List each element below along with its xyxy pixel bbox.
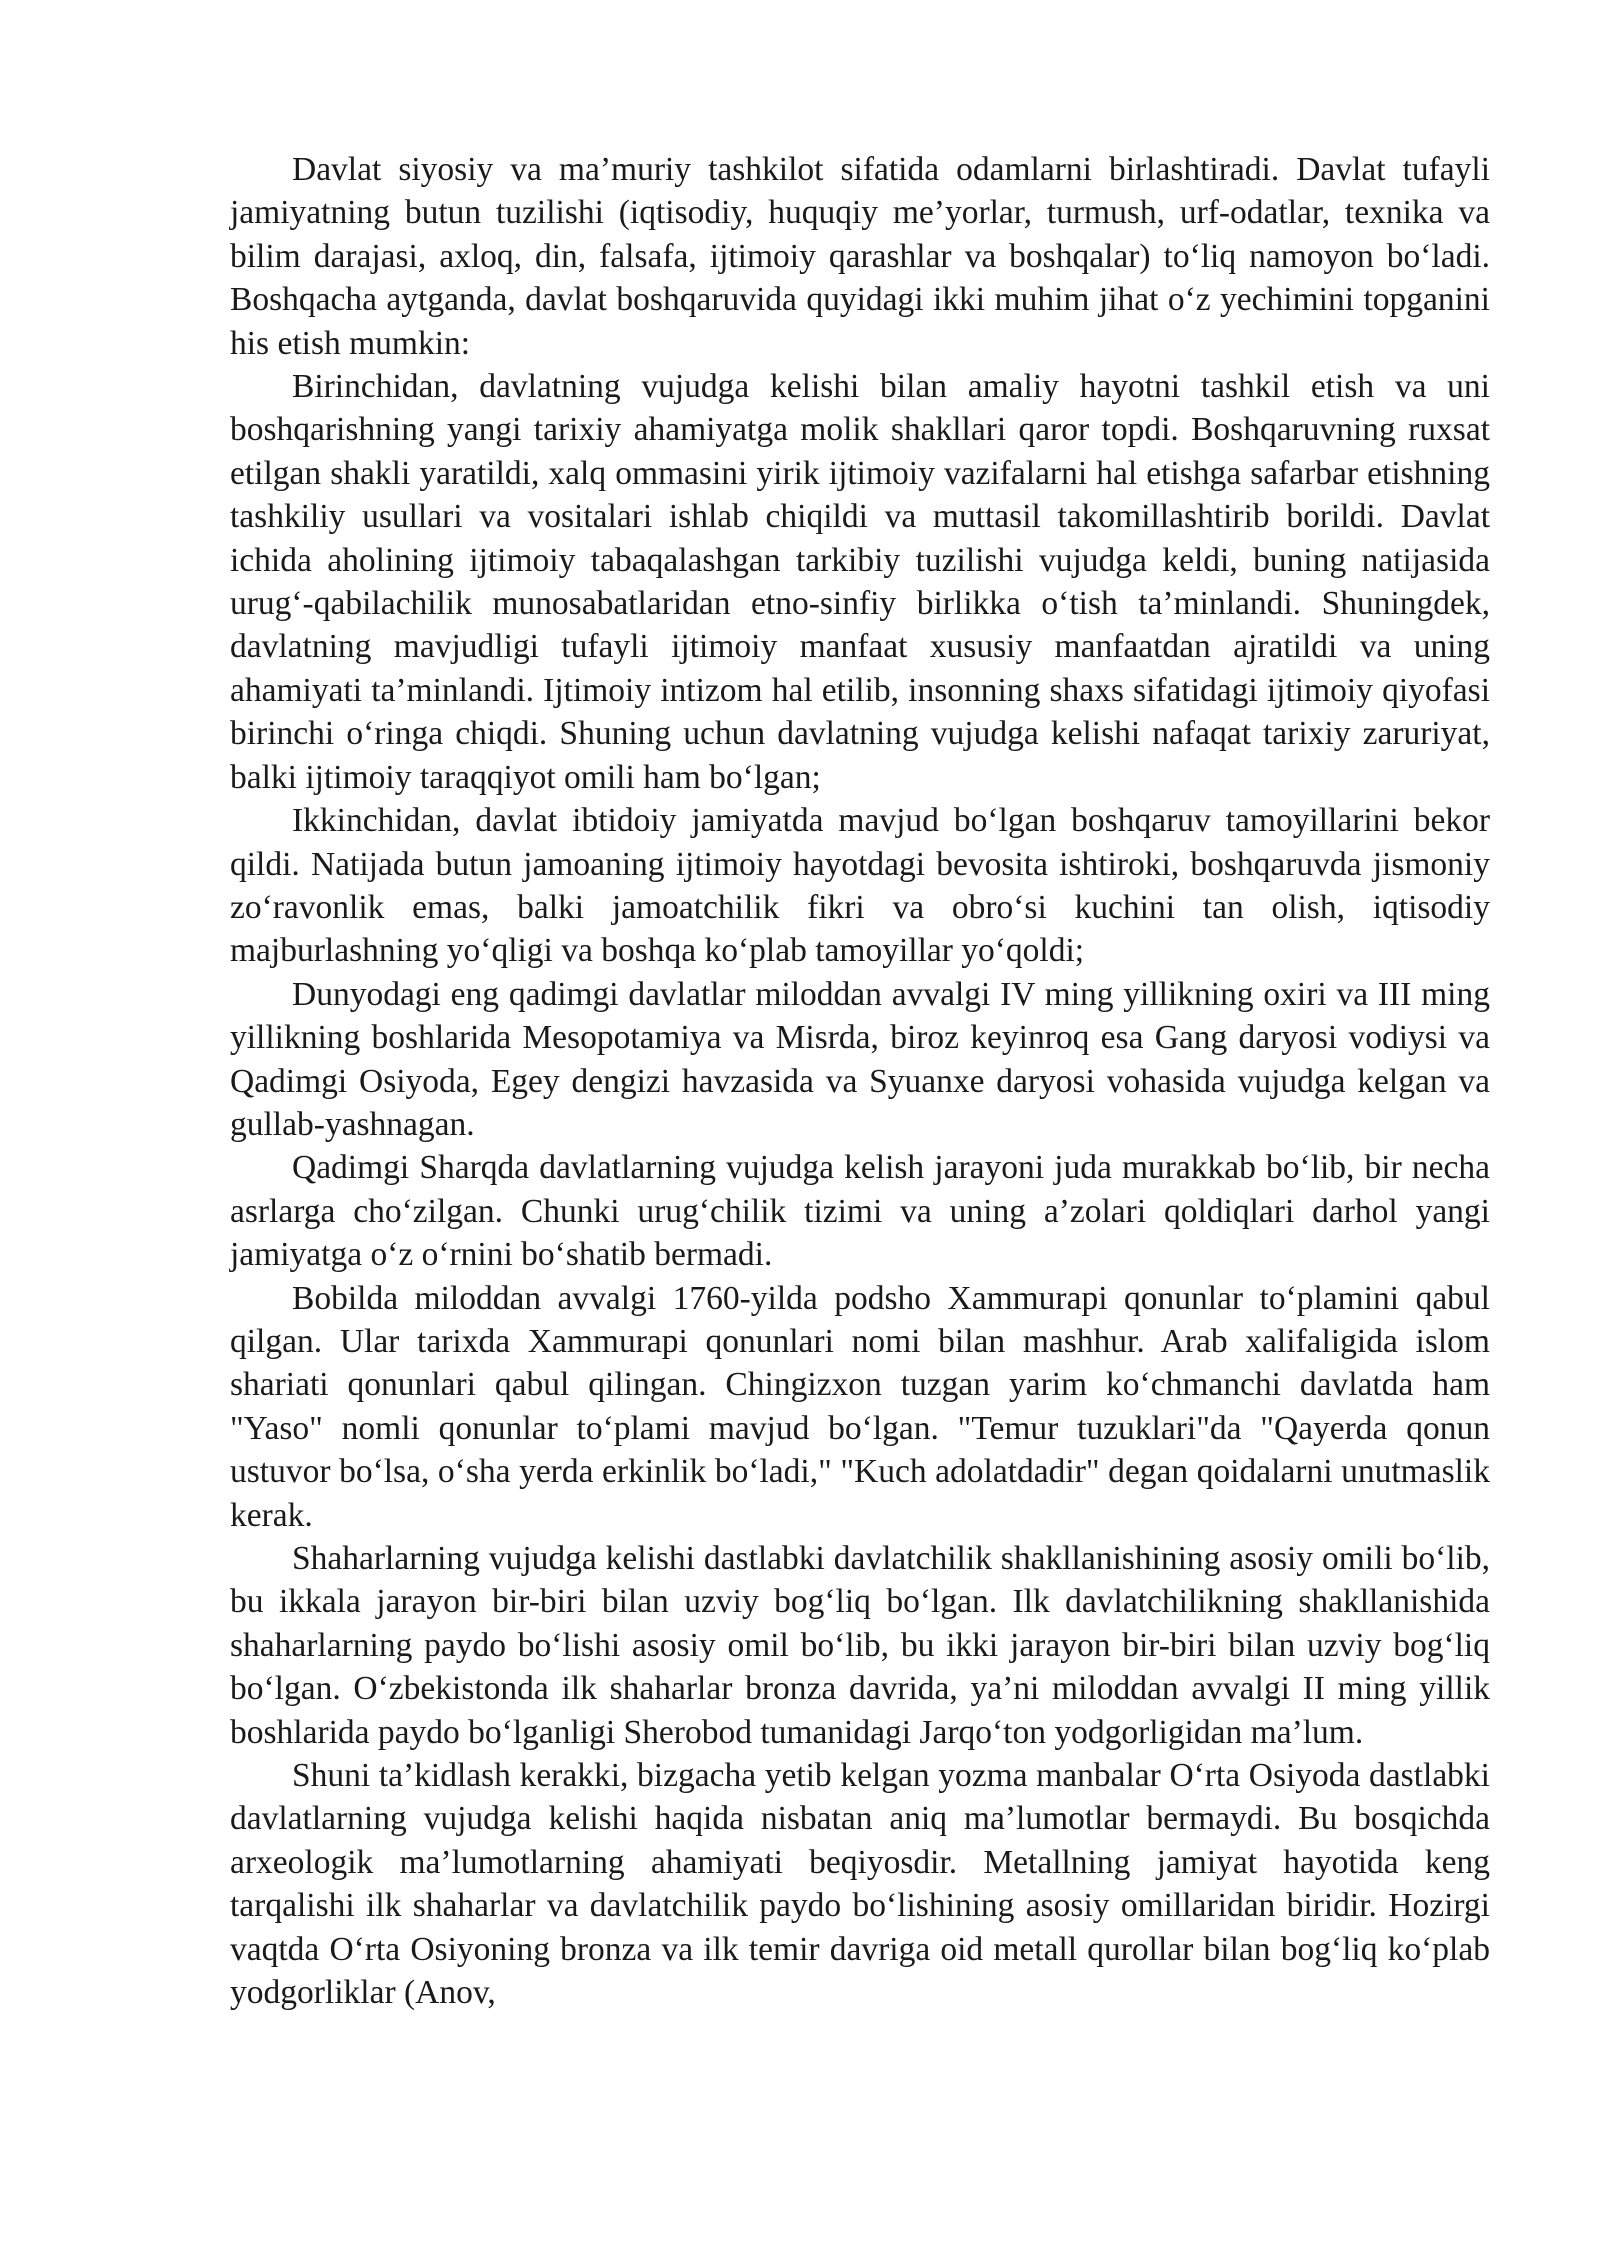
paragraph: Dunyodagi eng qadimgi davlatlar miloddan avvalgi IV ming yillikning oxiri va III ming yillikning boshlarida Mesopotamiya va Misrda, biroz keyinroq esa Gang daryosi vodiysi va Qadimgi Osiyoda, Egey dengizi havzasida va Syuanxe daryosi vohasida vujudga kelgan va gullab-yashnagan. — [230, 975, 1490, 1143]
paragraph: Ikkinchidan, davlat ibtidoiy jamiyatda mavjud bo‘lgan boshqaruv tamoyillarini bekor qildi. Natijada butun jamoaning ijtimoiy hayotdagi bevosita ishtiroki, boshqaruvda jismoniy zo‘ravonlik emas, balki jamoatchilik fikri va obro‘si kuchini tan olish, iqtisodiy majburlashning yo‘qligi va boshqa ko‘plab tamoyillar yo‘qoldi; — [230, 802, 1490, 970]
paragraph: Bobilda miloddan avvalgi 1760-yilda podsho Xammurapi qonunlar to‘plamini qabul qilgan. Ular tarixda Xammurapi qonunlari nomi bilan mashhur. Arab xalifaligida islom shariati qonunlari qabul qilingan. Chingizxon tuzgan yarim ko‘chmanchi davlatda ham "Yaso" nomli qonunlar to‘plami mavjud bo‘lgan. "Temur tuzuklari"da "Qayerda qonun ustuvor bo‘lsa, o‘sha yerda erkinlik bo‘ladi," "Kuch adolatdadir" degan qoidalarni unutmaslik kerak. — [230, 1279, 1490, 1534]
document-page — [230, 148, 1490, 2014]
paragraph: Qadimgi Sharqda davlatlarning vujudga kelish jarayoni juda murakkab bo‘lib, bir necha asrlarga cho‘zilgan. Chunki urug‘chilik tizimi va uning a’zolari qoldiqlari darhol yangi jamiyatga o‘z o‘rnini bo‘shatib bermadi. — [230, 1149, 1490, 1274]
paragraph: Birinchidan, davlatning vujudga kelishi bilan amaliy hayotni tashkil etish va uni boshqarishning yangi tarixiy ahamiyatga molik shakllari qaror topdi. Boshqaruvning ruxsat etilgan shakli yaratildi, xalq ommasini yirik ijtimoiy vazifalarni hal etishga safarbar etishning tashkiliy usullari va vositalari ishlab chiqildi va muttasil takomillashtirib borildi. Davlat ichida aholining ijtimoiy tabaqalashgan tarkibiy tuzilishi vujudga keldi, buning natijasida urug‘-qabilachilik munosabatlaridan etno-sinfiy birlikka o‘tish ta’minlandi. Shuningdek, davlatning mavjudligi tufayli ijtimoiy manfaat xususiy manfaatdan ajratildi va uning ahamiyati ta’minlandi. Ijtimoiy intizom hal etilib, insonning shaxs sifatidagi ijtimoiy qiyofasi birinchi o‘ringa chiqdi. Shuning uchun davlatning vujudga kelishi nafaqat tarixiy zaruriyat, balki ijtimoiy taraqqiyot omili ham bo‘lgan; — [230, 368, 1490, 796]
paragraph: Davlat siyosiy va ma’muriy tashkilot sifatida odamlarni birlashtiradi. Davlat tufayli jamiyatning butun tuzilishi (iqtisodiy, huquqiy me’yorlar, turmush, urf-odatlar, texnika va bilim darajasi, axloq, din, falsafa, ijtimoiy qarashlar va boshqalar) to‘liq namoyon bo‘ladi. Boshqacha aytganda, davlat boshqaruvida quyidagi ikki muhim jihat o‘z yechimini topganini his etish mumkin: — [230, 151, 1490, 362]
paragraph: Shaharlarning vujudga kelishi dastlabki davlatchilik shakllanishining asosiy omili bo‘lib, bu ikkala jarayon bir-biri bilan uzviy bog‘liq bo‘lgan. Ilk davlatchilikning shakllanishida shaharlarning paydo bo‘lishi asosiy omil bo‘lib, bu ikki jarayon bir-biri bilan uzviy bog‘liq bo‘lgan. O‘zbekistonda ilk shaharlar bronza davrida, ya’ni miloddan avvalgi II ming yillik boshlarida paydo bo‘lganligi Sherobod tumanidagi Jarqo‘ton yodgorligidan ma’lum. — [230, 1540, 1490, 1751]
paragraph: Shuni ta’kidlash kerakki, bizgacha yetib kelgan yozma manbalar O‘rta Osiyoda dastlabki davlatlarning vujudga kelishi haqida nisbatan aniq ma’lumotlar bermaydi. Bu bosqichda arxeologik ma’lumotlarning ahamiyati beqiyosdir. Metallning jamiyat hayotida keng tarqalishi ilk shaharlar va davlatchilik paydo bo‘lishining asosiy omillaridan biridir. Hozirgi vaqtda O‘rta Osiyoning bronza va ilk temir davriga oid metall qurollar bilan bog‘liq ko‘plab yodgorliklar (Anov, — [230, 1757, 1490, 2012]
